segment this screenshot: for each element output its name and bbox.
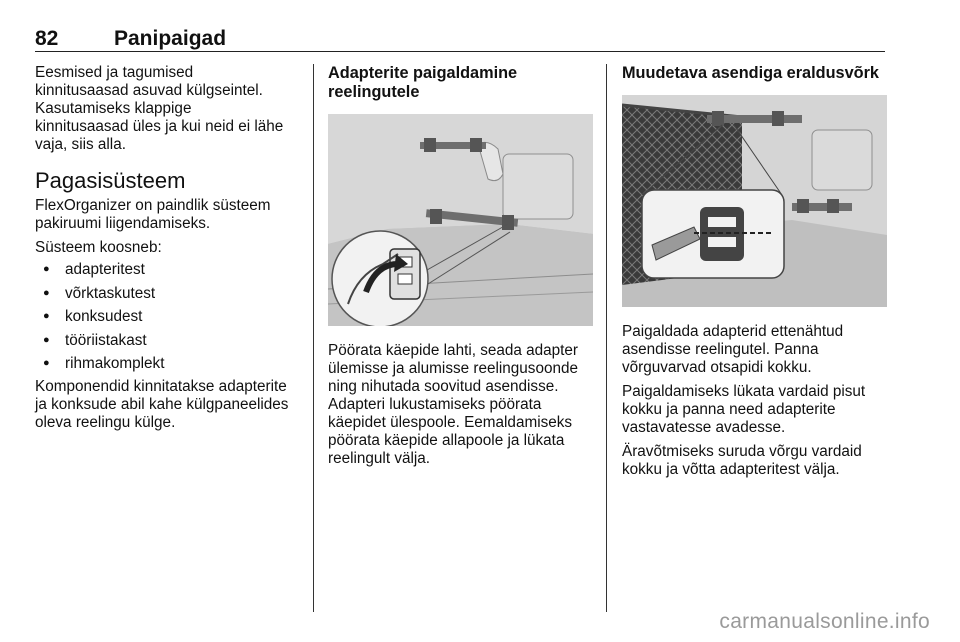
watermark: carmanualsonline.info <box>719 610 930 633</box>
column-divider-2 <box>606 64 607 612</box>
heading-pagasisusteem: Pagasisüsteem <box>35 168 186 193</box>
net-install-paragraph-1: Paigaldada adapterid ettenähtud asendisse reelingutel. Panna võrguvarvad otsapidi kokku. <box>622 323 844 376</box>
system-paragraph: FlexOrganizer on paindlik süsteem pakiruumi liigendamiseks. <box>35 197 271 232</box>
page-header <box>35 25 885 52</box>
net-removal-paragraph: Äravõtmiseks suruda võrgu vardaid kokku ja võtta adapteritest välja. <box>622 443 862 478</box>
list-item: ● konksudest <box>35 305 303 329</box>
consists-label: Süsteem koosneb: <box>35 239 162 256</box>
column-3 <box>622 64 890 479</box>
column-1 <box>35 64 303 432</box>
components-paragraph: Komponendid kinnitatakse adapterite ja konksude abil kahe külgpaneelides oleva reelingu külge. <box>35 377 289 431</box>
net-install-paragraph-2: Paigaldamiseks lükata vardaid pisut kokku ja panna need adapterite vastavatesse avadesse. <box>622 383 866 436</box>
components-list <box>35 258 303 376</box>
list-item: ● adapteritest <box>35 258 303 282</box>
heading-adapter-install: Adapterite paigaldamine reelingutele <box>328 64 518 101</box>
heading-partition-net: Muudetava asendiga eraldusvõrk <box>622 64 879 82</box>
partition-net-illustration <box>622 95 887 307</box>
intro-paragraph: Eesmised ja tagumised kinnitusaasad asuvad külgseintel. Kasutamiseks klappige kinnitusaasad üles ja kui neid ei lähe vaja, siis alla. <box>35 64 284 153</box>
list-item: ● tööriistakast <box>35 329 303 353</box>
adapter-instructions: Pöörata käepide lahti, seada adapter ülemisse ja alumisse reelingusoonde ning nihutada soovitud asendisse. Adapteri lukustamiseks pöörata käepidet ülespoole. Eemaldamiseks pöörata käepide allapoole ja lükata reelingult välja. <box>328 342 579 467</box>
column-2 <box>328 64 593 468</box>
section-title: Panipaigad <box>114 27 227 50</box>
adapter-rail-illustration <box>328 114 593 326</box>
list-item: ● rihmakomplekt <box>35 352 303 376</box>
list-item: ● võrktaskutest <box>35 282 303 306</box>
column-divider-1 <box>313 64 314 612</box>
page-number: 82 <box>35 27 59 50</box>
